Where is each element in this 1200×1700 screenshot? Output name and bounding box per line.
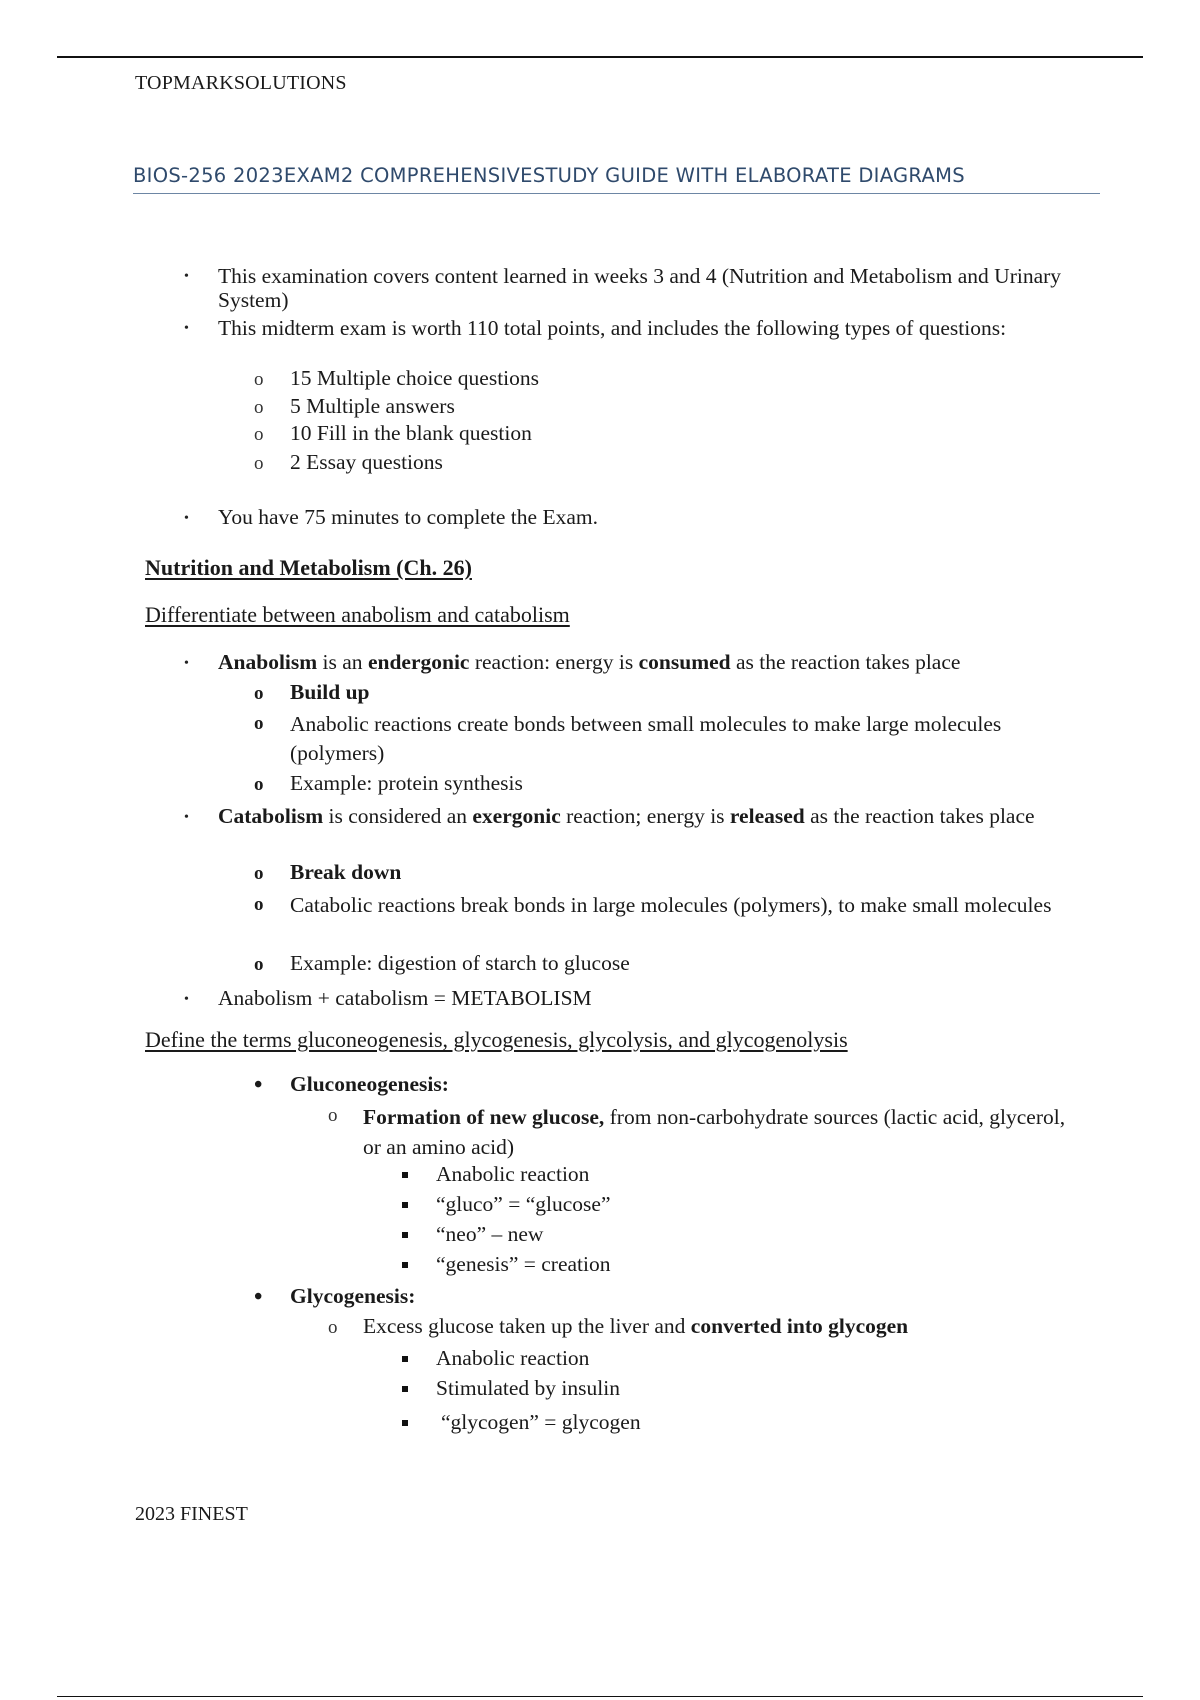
square-bullet [402,1420,408,1426]
subheading-define-terms: Define the terms gluconeogenesis, glycogenesis, glycolysis, and glycogenolysis [145,1027,848,1052]
circle-bullet: o [254,397,264,418]
circle-bullet: o [254,954,264,975]
bullet-dot: • [184,810,189,825]
gluconeogenesis-note: “genesis” = creation [436,1252,611,1276]
square-bullet [402,1262,408,1268]
question-type-item: 10 Fill in the blank question [290,421,532,445]
bullet-dot: • [184,511,189,526]
glycogenesis-definition: Excess glucose taken up the liver and converted into glycogen [363,1314,909,1338]
square-bullet [402,1172,408,1178]
circle-bullet: o [254,894,264,915]
gluconeogenesis-note: Anabolic reaction [436,1162,590,1186]
gluconeogenesis-note: “gluco” = “glucose” [436,1192,611,1216]
intro-bullet-time: You have 75 minutes to complete the Exam. [218,505,598,529]
bullet-dot: • [184,656,189,671]
section-heading-nutrition: Nutrition and Metabolism (Ch. 26) [145,555,472,580]
metabolism-summary: Anabolism + catabolism = METABOLISM [218,986,592,1010]
glycogenesis-note: “glycogen” = glycogen [441,1410,641,1434]
glycogenesis-note: Anabolic reaction [436,1346,590,1370]
circle-bullet: o [254,683,264,704]
circle-bullet: o [254,774,264,795]
anabolism-point: Example: protein synthesis [290,771,523,795]
catabolism-point: Break down [290,860,402,884]
square-bullet [402,1356,408,1362]
square-bullet [402,1232,408,1238]
catabolism-definition: Catabolism is considered an exergonic reaction; energy is released as the reaction takes place [218,804,1035,828]
top-rule [57,56,1143,58]
glycogenesis-note: Stimulated by insulin [436,1376,620,1400]
document-title: BIOS-256 2023EXAM2 COMPREHENSIVESTUDY GUIDE WITH ELABORATE DIAGRAMS [133,164,1100,194]
intro-bullet-weeks: This examination covers content learned in weeks 3 and 4 (Nutrition and Metabolism and Urinary System) [218,264,1062,312]
question-type-item: 15 Multiple choice questions [290,366,540,390]
anabolism-point: Build up [290,680,370,704]
circle-bullet: o [328,1105,338,1126]
anabolism-point: Anabolic reactions create bonds between small molecules to make large molecules (polymers) [290,712,1002,765]
glycogenesis-term: Glycogenesis: [290,1284,416,1308]
gluconeogenesis-note: “neo” – new [436,1222,544,1246]
intro-bullet-points: This midterm exam is worth 110 total points, and includes the following types of questions: [218,316,1007,340]
circle-bullet: o [254,863,264,884]
circle-bullet: o [328,1317,338,1338]
catabolism-point: Catabolic reactions break bonds in large molecules (polymers), to make small molecules [290,893,1052,917]
bullet-dot: • [254,1072,263,1098]
gluconeogenesis-term: Gluconeogenesis: [290,1072,449,1096]
question-type-item: 2 Essay questions [290,450,443,474]
bullet-dot: • [254,1284,263,1310]
bottom-rule [57,1696,1143,1697]
catabolism-point: Example: digestion of starch to glucose [290,951,630,975]
bullet-dot: • [184,992,189,1007]
anabolism-definition: Anabolism is an endergonic reaction: energy is consumed as the reaction takes place [218,650,961,674]
square-bullet [402,1202,408,1208]
circle-bullet: o [254,713,264,734]
question-type-item: 5 Multiple answers [290,394,455,418]
subheading-anabolism-catabolism: Differentiate between anabolism and catabolism [145,602,570,627]
square-bullet [402,1386,408,1392]
bullet-dot: • [184,269,189,284]
footer-label: 2023 FINEST [135,1503,248,1525]
gluconeogenesis-definition: Formation of new glucose, from non-carbohydrate sources (lactic acid, glycerol, or an amino acid) [363,1105,1066,1159]
bullet-dot: • [184,321,189,336]
circle-bullet: o [254,424,264,445]
circle-bullet: o [254,369,264,390]
header-label: TOPMARKSOLUTIONS [135,72,347,94]
circle-bullet: o [254,453,264,474]
